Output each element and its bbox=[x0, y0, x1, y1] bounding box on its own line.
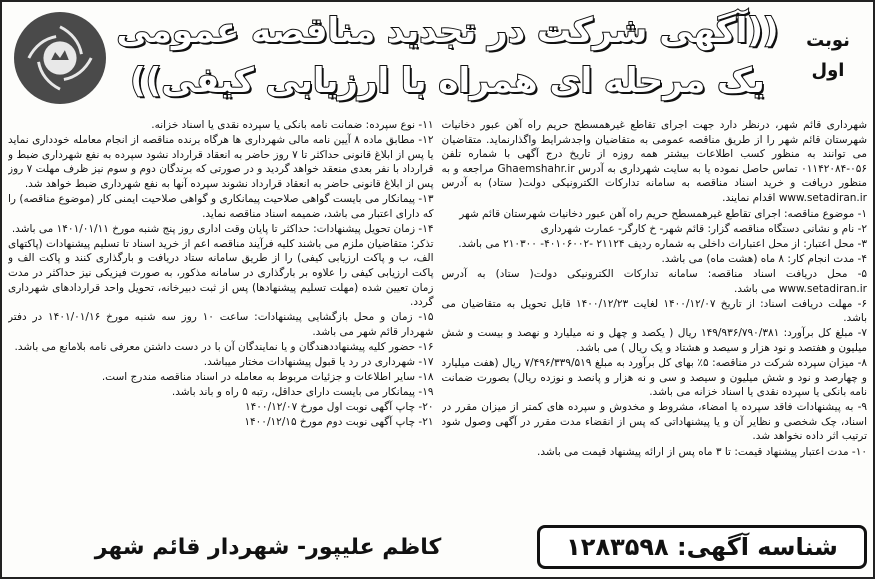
ad-id: شناسه آگهی: ۱۲۸۳۵۹۸ bbox=[566, 533, 838, 561]
municipality-logo-icon bbox=[14, 12, 106, 104]
publication-round-label: نوبت bbox=[806, 30, 850, 51]
clause-note: تذکر: متقاضیان ملزم می باشند کلیه فرآیند مناقصه اعم از خرید اسناد تا تسلیم پیشنهادات (پاکتهای الف، ب و پاکت ارزیابی کیفی) را از طریق سامانه ستاد دریافت و بارگذاری کنند و پاکت الف و پاکت ارزیابی کیفی را علاوه بر بارگذاری در سامانه مذکور، به صورت فیزیکی نیز حداکثر در مدت زمان تعیین شده (مهلت تسلیم پیشنهادها) پس از ثبت دبیرخانه، تحویل واحد قراردادهای شهرداری گردد. bbox=[8, 237, 434, 309]
clause-21: ۲۱- چاپ آگهی نوبت دوم مورخ ۱۴۰۰/۱۲/۱۵ bbox=[244, 416, 434, 429]
notice-header bbox=[6, 6, 869, 114]
clause-12: ۱۲- مطابق ماده ۸ آیین نامه مالی شهرداری ها هرگاه برنده مناقصه از انجام معامله خودداری نماید یا پس از ابلاغ قانونی حداکثر تا ۷ روز حاضر به انعقاد قرارداد نشود سپرده به نفع شهرداری ضبط و قرارداد با نفر بعدی منعقد خواهد گردید و در صورتی که برندگان دوم و سوم نیز ظرف مهلت ۷ روز پس از ابلاغ قانونی حاضر به انعقاد قرارداد نشوند سپرده آنها به نفع شهرداری ضبط خواهد شد. bbox=[8, 134, 434, 190]
clause-15: ۱۵- زمان و محل بازگشایی پیشنهادات: ساعت ۱۰ روز سه شنبه مورخ ۱۴۰۱/۰۱/۱۶ در دفتر شهردار قائم شهر می باشد. bbox=[8, 311, 434, 338]
clause-17: ۱۷- شهرداری در رد یا قبول پیشنهادات مختار میباشد. bbox=[203, 356, 434, 368]
clause-13: ۱۳- پیمانکار می بایست گواهی صلاحیت پیمانکاری و گواهی صلاحیت ایمنی کار (موضوع مناقصه) را که دارای اعتبار می باشد، ضمیمه اسناد مناقصه نماید. bbox=[8, 192, 434, 220]
clause-5: ۵- محل دریافت اسناد مناقصه: سامانه تدارکات الکترونیکی دولت( ستاد) به آدرس www.setadiran.ir می باشد. bbox=[441, 267, 867, 295]
clause-16: ۱۶- حضور کلیه پیشنهاددهندگان و یا نمایندگان آن با در دست داشتن معرفی نامه بلامانع می باشد. bbox=[14, 340, 434, 353]
clause-9: ۹- به پیشنهادات فاقد سپرده یا امضاء، مشروط و مخدوش و سپرده های کمتر از میزان مقرر در اسناد، چک شخصی و نظایر آن و یا پیشنهاداتی که پس از انقضاء مدت مقرر در آگهی وصول شود ترتیب اثر داده نخواهد شد. bbox=[441, 401, 867, 443]
clause-3: ۳- محل اعتبار: از محل اعتبارات داخلی به شماره ردیف ۲۱۱۲۴ -۴۰۱۰۶۰۰۲- ۲۱۰۳۰۰ می باشد. bbox=[458, 237, 867, 250]
notice-title bbox=[116, 6, 779, 112]
right-column bbox=[442, 118, 868, 524]
clause-2: ۲- نام و نشانی دستگاه مناقصه گزار: قائم شهر- خ کارگر- عمارت شهرداری bbox=[540, 222, 867, 235]
clause-11: ۱۱- نوع سپرده: ضمانت نامه بانکی یا سپرده نقدی یا اسناد خزانه. bbox=[151, 119, 434, 131]
notice-title-line1: ((آگهی شرکت در تجدید مناقصه عمومی bbox=[116, 11, 779, 51]
clause-18: ۱۸- سایر اطلاعات و جزئیات مربوط به معامله در اسناد مناقصه مندرج است. bbox=[101, 371, 434, 384]
publication-round bbox=[793, 26, 863, 86]
notice-footer bbox=[8, 525, 867, 571]
clause-4: ۴- مدت انجام کار: ۸ ماه (هشت ماه) می باشد. bbox=[661, 252, 867, 265]
clause-20: ۲۰- چاپ آگهی نوبت اول مورخ ۱۴۰۰/۱۲/۰۷ bbox=[245, 401, 434, 414]
notice-body bbox=[8, 118, 867, 524]
signer bbox=[8, 525, 528, 569]
clause-7: ۷- مبلغ کل برآورد: ۱۴۹/۹۳۶/۷۹۰/۳۸۱ ریال ( یکصد و چهل و نه میلیارد و نهصد و بیست و شش میلیون و هفتصد و نود هزار و سیصد و هشتاد و یک ریال ) می باشد. bbox=[441, 327, 867, 354]
ad-id-box bbox=[537, 525, 867, 569]
left-column bbox=[8, 118, 434, 524]
signer-name: کاظم علیپور- شهردار قائم شهر bbox=[94, 534, 442, 560]
clause-14: ۱۴- زمان تحویل پیشنهادات: حداکثر تا پایان وقت اداری روز پنج شنبه مورخ ۱۴۰۱/۰۱/۱۱ می باشد. bbox=[11, 222, 434, 235]
clause-19: ۱۹- پیمانکار می بایست دارای حداقل، رتبه ۵ راه و باند باشد. bbox=[171, 386, 434, 399]
clause-1: ۱- موضوع مناقصه: اجرای تقاطع غیرهمسطح حریم راه آهن عبور دخانیات شهرستان قائم شهر bbox=[459, 207, 867, 220]
publication-round-value: اول bbox=[811, 60, 845, 81]
notice-intro: شهرداری قائم شهر، درنظر دارد جهت اجرای تقاطع غیرهمسطح حریم راه آهن عبور دخانیات شهرستان قائم شهر را از طریق مناقصه عمومی به متقاضیان واجدشرایط واگذارنماید. متقاضیان می توانند به منظور کسب اطلاعات بیشتر همه روزه از تاریخ درج آگهی با شماره تلفن ۰۵۶-۰۱۱۴۲۰۸۴ تماس حاصل نموده یا به سایت شهرداری به آدرس Ghaemshahr.ir مراجعه و به منظور دریافت و خرید اسناد مناقصه به سامانه تدارکات الکترونیکی دولت( ستاد) به آدرس www.setadiran.ir اقدام نمایند. bbox=[441, 119, 867, 204]
notice-title-line2: یک مرحله ای همراه با ارزیابی کیفی)) bbox=[130, 61, 765, 101]
clause-10: ۱۰- مدت اعتبار پیشنهاد قیمت: تا ۳ ماه پس از ارائه پیشنهاد قیمت می باشد. bbox=[537, 445, 867, 458]
clause-6: ۶- مهلت دریافت اسناد: از تاریخ ۱۴۰۰/۱۲/۰۷ لغایت ۱۴۰۰/۱۲/۲۳ قابل تحویل به متقاضیان می باشد. bbox=[441, 297, 867, 325]
clause-8: ۸- میزان سپرده شرکت در مناقصه: ۵٪ بهای کل برآورد به مبلغ ۷/۴۹۶/۳۳۹/۵۱۹ ریال (هفت میلیارد و چهارصد و نود و شش میلیون و سیصد و سی و نه هزار و پانصد و نوزده ریال) بصورت ضمانت نامه بانکی یا سپرده نقدی یا اسناد خزانه می باشد. bbox=[441, 357, 867, 399]
